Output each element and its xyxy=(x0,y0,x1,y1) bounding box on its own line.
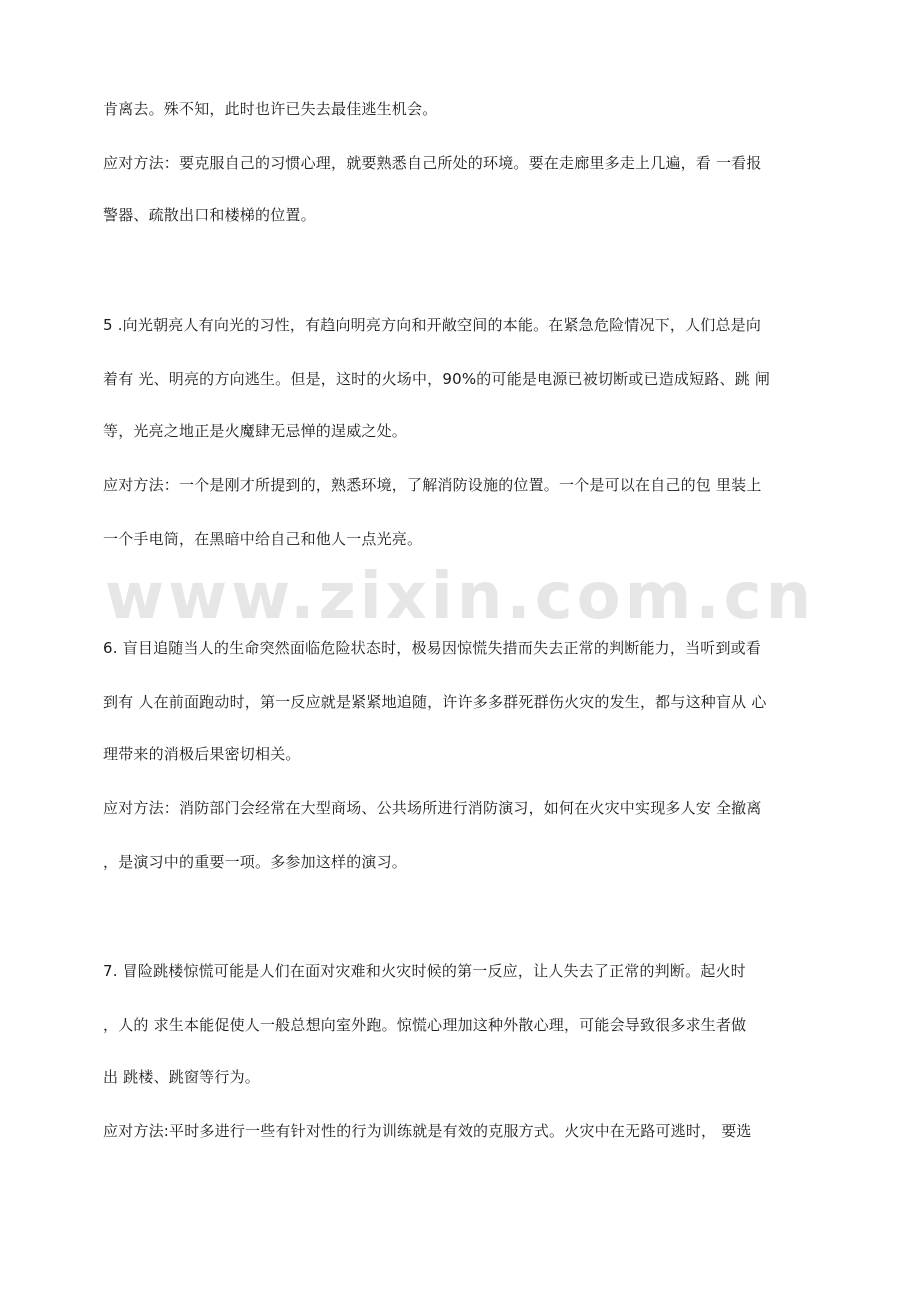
text-line: 出 跳楼、跳窗等行为。 xyxy=(103,1068,260,1086)
text-line: 警器、疏散出口和楼梯的位置。 xyxy=(103,206,316,224)
text-line: 应对方法：一个是刚才所提到的，熟悉环境，了解消防设施的位置。一个是可以在自己的包 里装上 xyxy=(103,476,762,494)
text-line: ，是演习中的重要一项。多参加这样的演习。 xyxy=(103,853,408,871)
text-line: 6. 盲目追随当人的生命突然面临危险状态时，极易因惊慌失措而失去正常的判断能力，当听到或看 xyxy=(103,639,762,657)
text-line: 应对方法：消防部门会经常在大型商场、公共场所进行消防演习，如何在火灾中实现多人安 全撤离 xyxy=(103,799,762,817)
text-line: ，人的 求生本能促使人一般总想向室外跑。惊慌心理加这种外散心理，可能会导致很多求生者做 xyxy=(103,1016,747,1034)
text-line: 等，光亮之地正是火魔肆无忌惮的逞威之处。 xyxy=(103,422,408,440)
text-line: 着有 光、明亮的方向逃生。但是，这时的火场中，90%的可能是电源已被切断或已造成短路、跳 闸 xyxy=(103,370,771,388)
text-line: 应对方法:平时多进行一些有针对性的行为训练就是有效的克服方式。火灾中在无路可逃时， 要选 xyxy=(103,1122,752,1140)
text-line: 7. 冒险跳楼惊慌可能是人们在面对灾难和火灾时候的第一反应，让人失去了正常的判断。起火时 xyxy=(103,962,746,980)
text-line: 一个手电筒，在黑暗中给自己和他人一点光亮。 xyxy=(103,530,423,548)
watermark: www.zixin.com.cn xyxy=(104,560,816,634)
text-line: 应对方法：要克服自己的习惯心理，就要熟悉自己所处的环境。要在走廊里多走上几遍，看 一看报 xyxy=(103,154,762,172)
text-line: 理带来的消极后果密切相关。 xyxy=(103,745,301,763)
text-line: 5 .向光朝亮人有向光的习性，有趋向明亮方向和开敞空间的本能。在紧急危险情况下，人们总是向 xyxy=(103,316,762,334)
text-line: 到有 人在前面跑动时，第一反应就是紧紧地追随，许许多多群死群伤火灾的发生，都与这种盲从 心 xyxy=(103,693,767,711)
text-line: 肯离去。殊不知，此时也许已失去最佳逃生机会。 xyxy=(103,100,438,118)
